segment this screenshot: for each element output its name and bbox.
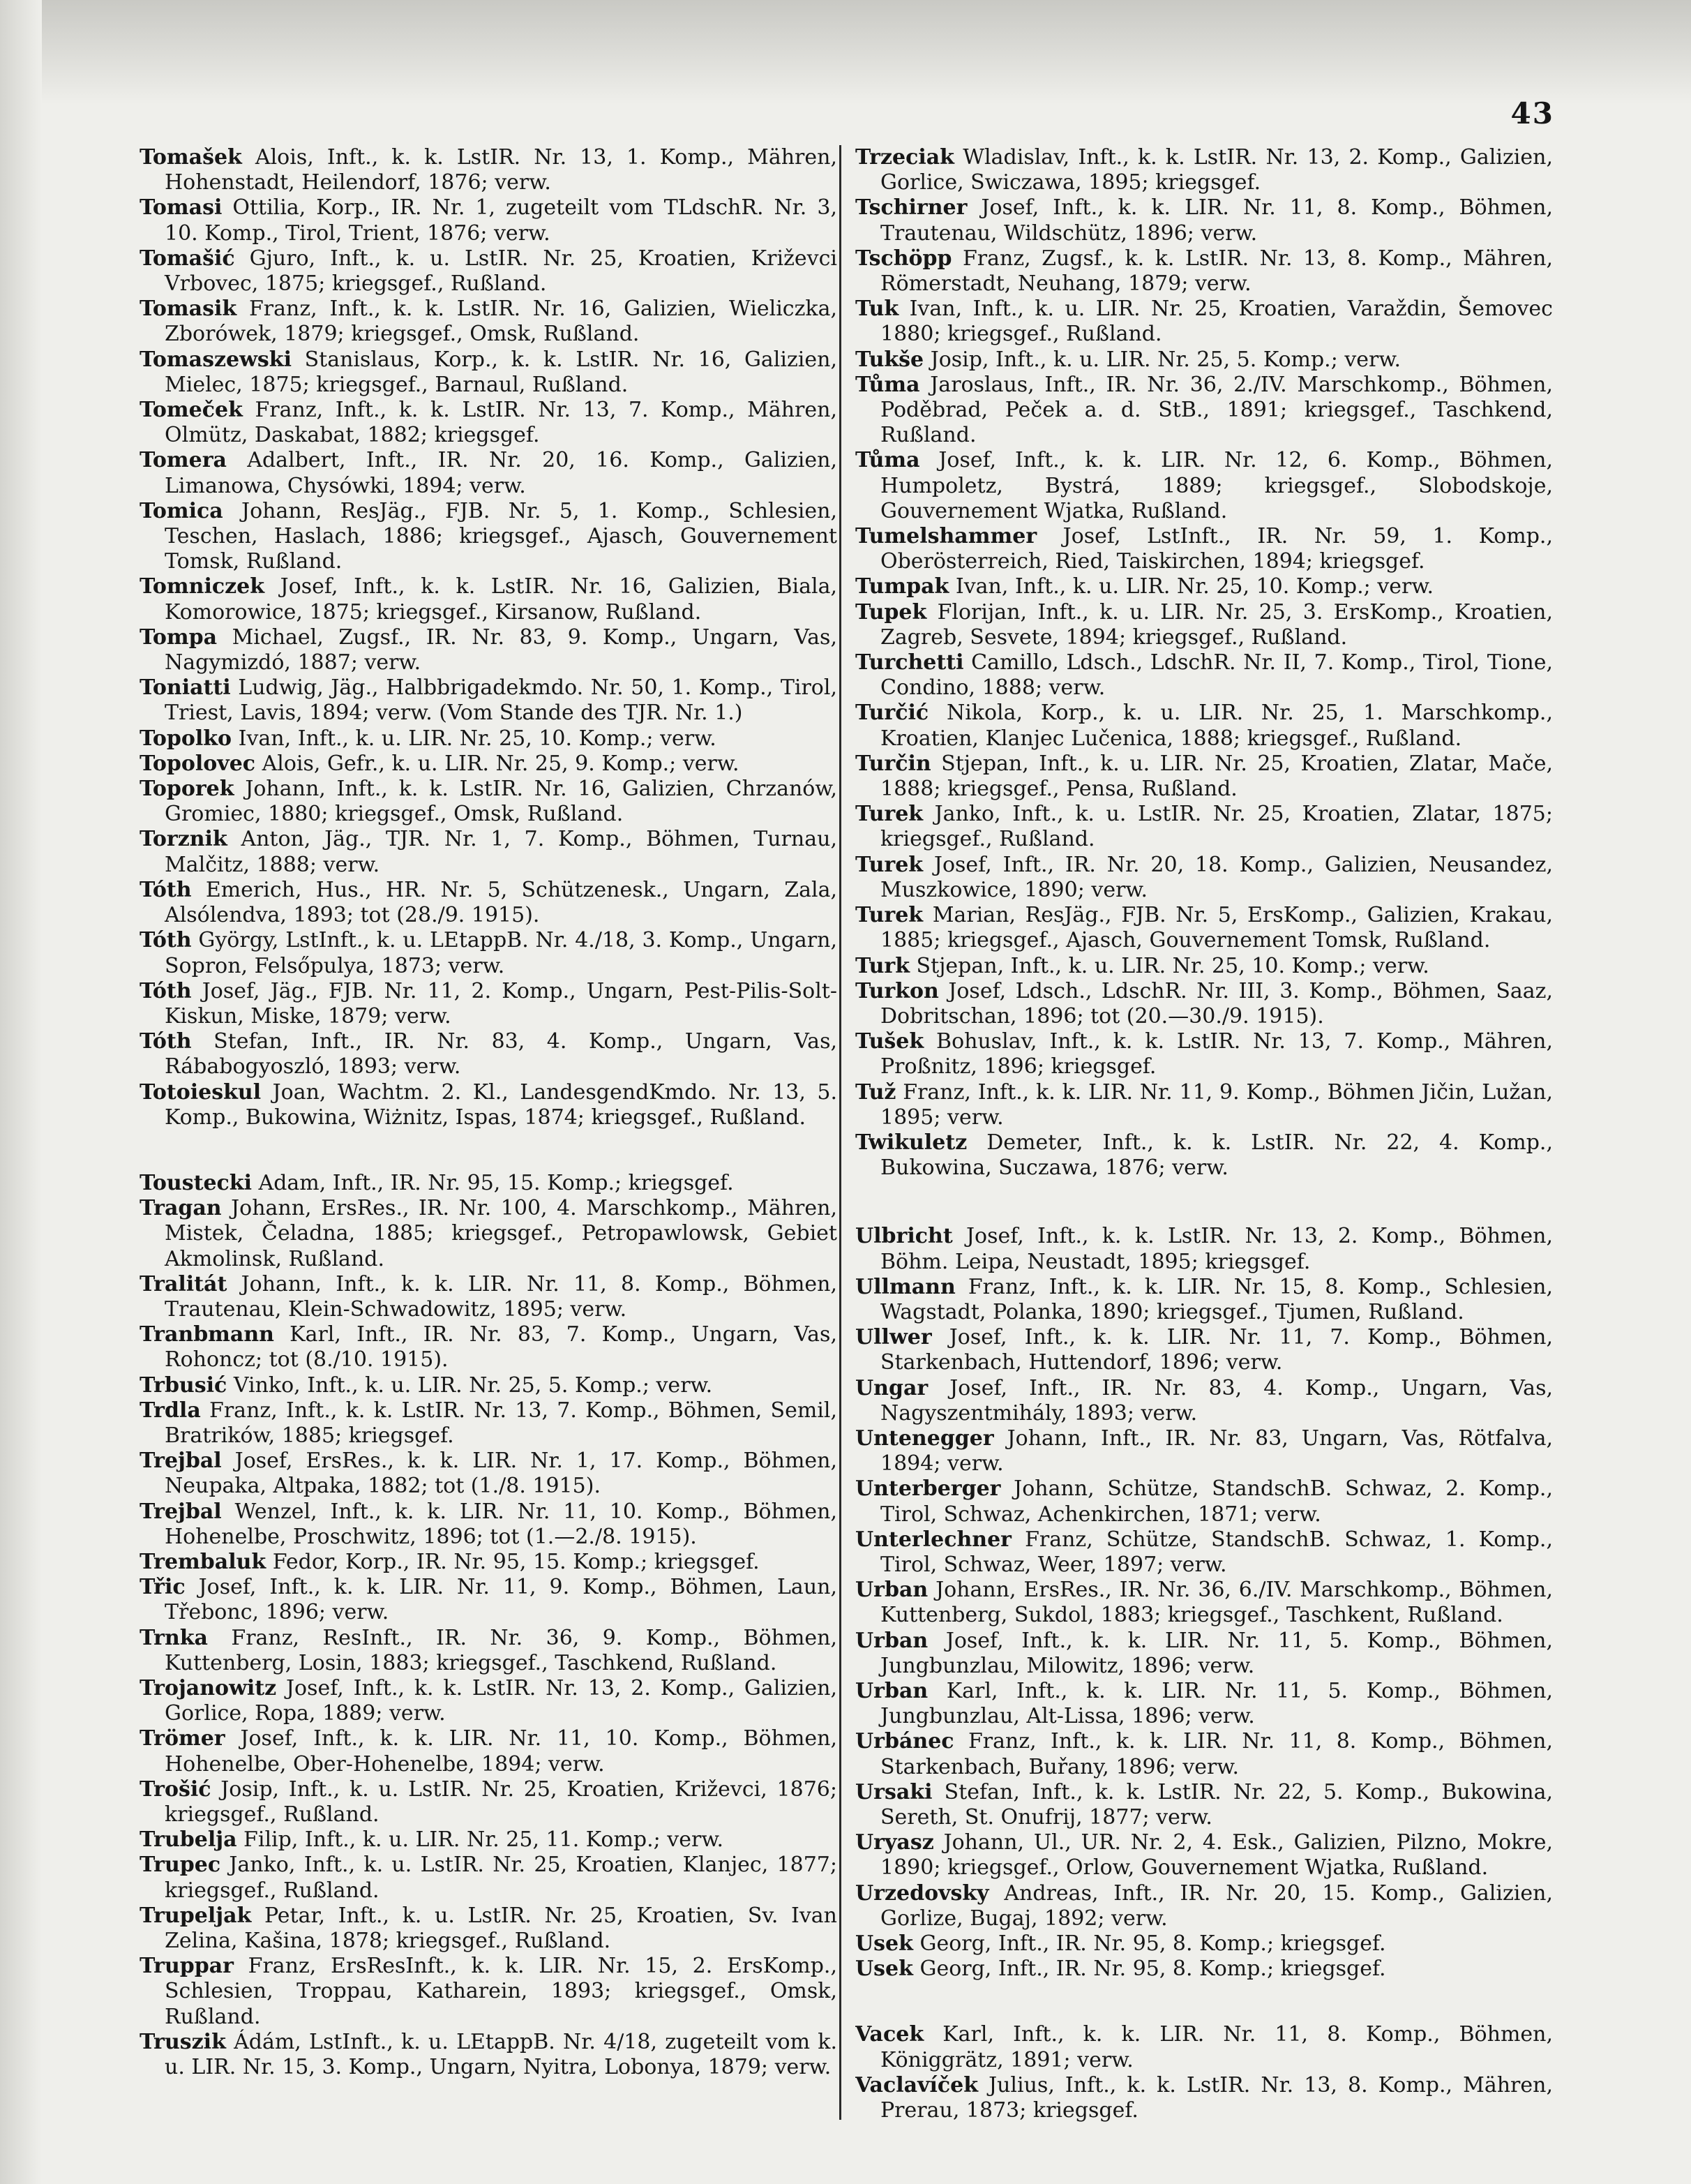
register-entry [140, 1954, 837, 2030]
entry-details: Julius, Inft., k. k. LstIR. Nr. 13, 8. Komp., Mähren, Prerau, 1873; kriegsgef. [880, 2072, 1553, 2123]
register-entry [140, 1550, 837, 1575]
entry-surname: Usek [855, 1957, 913, 1982]
entry-details: Josef, Inft., k. k. LIR. Nr. 11, 9. Komp., Böhmen, Laun, Třebonc, 1896; verw. [165, 1575, 837, 1625]
register-entry [855, 954, 1553, 979]
entry-surname: Totoieskul [140, 1079, 262, 1105]
entry-details: Adam, Inft., IR. Nr. 95, 15. Komp.; kriegsgef. [252, 1170, 734, 1195]
register-entry [140, 827, 837, 877]
register-entry [140, 246, 837, 297]
entry-details: Josip, Inft., k. u. LstIR. Nr. 25, Kroatien, Križevci, 1876; kriegsgef., Rußland. [165, 1777, 837, 1827]
entry-surname: Tralitát [140, 1271, 227, 1296]
register-entry [140, 448, 837, 498]
entry-details: Gjuro, Inft., k. u. LstIR. Nr. 25, Kroatien, Križevci Vrbovec, 1875; kriegsgef., Rußland. [165, 246, 837, 297]
entry-details: Josef, ErsRes., k. k. LIR. Nr. 1, 17. Komp., Böhmen, Neupaka, Altpaka, 1882; tot (1./8. 1915). [165, 1449, 837, 1499]
entry-details: Nikola, Korp., k. u. LIR. Nr. 25, 1. Marschkomp., Kroatien, Klanjec Lučenica, 1888; kriegsgef., Rußland. [880, 701, 1553, 751]
register-entry [855, 1830, 1553, 1880]
register-entry [140, 1373, 837, 1398]
register-entry [140, 1398, 837, 1449]
entry-surname: Trbusić [140, 1373, 227, 1398]
entry-details: Janko, Inft., k. u. LstIR. Nr. 25, Kroatien, Zlatar, 1875; kriegsgef., Rußland. [880, 802, 1553, 852]
register-entry [140, 1171, 837, 1196]
entry-surname: Tomeček [140, 398, 243, 423]
register-entry [140, 1827, 837, 1853]
register-entry [855, 373, 1553, 449]
register-entry [140, 195, 837, 246]
right-column [855, 145, 1553, 2155]
register-entry [855, 802, 1553, 852]
entry-surname: Trembaluk [140, 1549, 266, 1574]
entry-details: Alois, Gefr., k. u. LIR. Nr. 25, 9. Komp.; verw. [255, 751, 739, 776]
entry-surname: Trzeciak [855, 145, 954, 170]
register-entry [855, 297, 1553, 347]
entry-details: Josef, Ldsch., LdschR. Nr. III, 3. Komp., Böhmen, Saaz, Dobritschan, 1896; tot (20.—30./9. 1915). [880, 978, 1553, 1029]
entry-details: Stefan, Inft., k. k. LstIR. Nr. 22, 5. Komp., Bukowina, Sereth, St. Onufrij, 1877; verw. [880, 1779, 1553, 1830]
entry-surname: Vaclavíček [855, 2072, 979, 2097]
entry-details: Josef, Inft., k. k. LstIR. Nr. 13, 2. Komp., Galizien, Gorlice, Ropa, 1889; verw. [165, 1675, 837, 1726]
entry-surname: Tomašić [140, 246, 235, 271]
entry-surname: Toustecki [140, 1170, 252, 1195]
register-entry [855, 1780, 1553, 1830]
register-entry [140, 574, 837, 624]
entry-details: Stjepan, Inft., k. u. LIR. Nr. 25, 10. Komp.; verw. [909, 953, 1429, 978]
entry-surname: Toniatti [140, 675, 231, 701]
register-entry [140, 1029, 837, 1079]
register-entry [140, 398, 837, 448]
register-entry [140, 726, 837, 751]
entry-details: Josef, Inft., k. k. LstIR. Nr. 13, 2. Komp., Böhmen, Böhm. Leipa, Neustadt, 1895; kriegsgef. [880, 1224, 1553, 1274]
register-entry [140, 1903, 837, 1954]
register-entry [140, 145, 837, 195]
entry-details: Josef, Inft., IR. Nr. 83, 4. Komp., Ungarn, Vas, Nagyszentmihály, 1893; verw. [880, 1375, 1553, 1426]
entry-details: Jaroslaus, Inft., IR. Nr. 36, 2./IV. Marschkomp., Böhmen, Poděbrad, Peček a. d. StB., 1891; kriegsgef., Taschkend, Rußland. [880, 372, 1553, 448]
entry-surname: Trošić [140, 1777, 211, 1802]
entry-details: Adalbert, Inft., IR. Nr. 20, 16. Komp., Galizien, Limanowa, Chysówki, 1894; verw. [165, 448, 837, 498]
entry-details: Wladislav, Inft., k. k. LstIR. Nr. 13, 2. Komp., Galizien, Gorlice, Swiczawa, 1895; kriegsgef. [880, 145, 1553, 195]
entry-details: Georg, Inft., IR. Nr. 95, 8. Komp.; kriegsgef. [912, 1957, 1386, 1982]
register-entry [140, 297, 837, 347]
register-entry [855, 145, 1553, 195]
entry-details: Franz, Inft., k. k. LIR. Nr. 15, 8. Komp., Schlesien, Wagstadt, Polanka, 1890; kriegsgef., Tjumen, Rußland. [880, 1274, 1553, 1324]
entry-surname: Tomasik [140, 297, 237, 322]
entry-details: Emerich, Hus., HR. Nr. 5, Schützenesk., Ungarn, Zala, Alsólendva, 1893; tot (28./9. 1915). [165, 877, 837, 928]
entry-surname: Tóth [140, 928, 192, 953]
entry-surname: Tomniczek [140, 574, 265, 599]
entry-details: Josef, Jäg., FJB. Nr. 11, 2. Komp., Ungarn, Pest-Pilis-Solt-Kiskun, Miske, 1879; verw. [165, 978, 837, 1029]
entry-details: Ivan, Inft., k. u. LIR. Nr. 25, 10. Komp.; verw. [949, 574, 1434, 599]
register-entry [855, 574, 1553, 599]
register-entry [140, 625, 837, 675]
page-shadow-top [0, 0, 1691, 105]
entry-details: Franz, Zugsf., k. k. LstIR. Nr. 13, 8. Komp., Mähren, Römerstadt, Neuhang, 1879; verw. [880, 246, 1553, 297]
page-shadow-left [0, 0, 42, 2184]
register-entry [855, 1578, 1553, 1628]
section-gap [855, 1982, 1553, 2022]
entry-surname: Turčin [855, 751, 931, 776]
entry-surname: Tušek [855, 1029, 924, 1054]
register-entry [855, 2022, 1553, 2072]
entry-details: Josef, Inft., k. k. LstIR. Nr. 16, Galizien, Biala, Komorowice, 1875; kriegsgef., Kirsanow, Rußland. [165, 574, 837, 624]
entry-details: Josef, Inft., k. k. LIR. Nr. 11, 8. Komp., Böhmen, Trautenau, Wildschütz, 1896; verw. [880, 195, 1553, 246]
entry-details: Filip, Inft., k. u. LIR. Nr. 25, 11. Komp.; verw. [236, 1827, 724, 1853]
entry-surname: Turčić [855, 701, 929, 726]
entry-details: Janko, Inft., k. u. LstIR. Nr. 25, Kroatien, Klanjec, 1877; kriegsgef., Rußland. [165, 1853, 837, 1903]
register-entry [855, 1080, 1553, 1130]
entry-surname: Twikuletz [855, 1130, 968, 1155]
entry-surname: Turek [855, 852, 924, 877]
entry-surname: Tomica [140, 498, 223, 523]
entry-details: Karl, Inft., IR. Nr. 83, 7. Komp., Ungarn, Vas, Rohoncz; tot (8./10. 1915). [165, 1322, 837, 1373]
register-entry [855, 650, 1553, 701]
left-column [140, 145, 837, 2155]
entry-details: Wenzel, Inft., k. k. LIR. Nr. 11, 10. Komp., Böhmen, Hohenelbe, Proschwitz, 1896; tot (1.—2./8. 1915). [165, 1499, 837, 1549]
entry-details: Georg, Inft., IR. Nr. 95, 8. Komp.; kriegsgef. [912, 1931, 1386, 1957]
entry-details: Ivan, Inft., k. u. LIR. Nr. 25, 10. Komp.; verw. [232, 726, 716, 751]
entry-details: Stanislaus, Korp., k. k. LstIR. Nr. 16, Galizien, Mielec, 1875; kriegsgef., Barnaul, Rußland. [165, 347, 837, 397]
register-entry [140, 347, 837, 398]
register-entry [140, 1322, 837, 1373]
entry-surname: Urban [855, 1628, 929, 1653]
entry-details: Johann, Inft., k. k. LstIR. Nr. 16, Galizien, Chrzanów, Gromiec, 1880; kriegsgef., Omsk, Rußland. [165, 777, 837, 827]
register-entry [140, 928, 837, 978]
entry-surname: Trömer [140, 1726, 225, 1751]
register-entry [855, 1325, 1553, 1375]
entry-surname: Trejbal [140, 1499, 222, 1524]
entry-surname: Tupek [855, 599, 927, 624]
entry-surname: Turek [855, 903, 924, 928]
entry-details: Ádám, LstInft., k. u. LEtappB. Nr. 4/18, zugeteilt vom k. u. LIR. Nr. 15, 3. Komp., Ungarn, Nyitra, Lobonya, 1879; verw. [165, 2029, 837, 2080]
register-entry [855, 1957, 1553, 1982]
register-entry [140, 979, 837, 1029]
register-entry [855, 1931, 1553, 1957]
entry-surname: Tůma [855, 448, 920, 473]
entry-surname: Ulbricht [855, 1224, 953, 1249]
entry-surname: Urzedovsky [855, 1880, 989, 1906]
register-entry [855, 1476, 1553, 1527]
entry-details: Johann, Inft., k. k. LIR. Nr. 11, 8. Komp., Böhmen, Trautenau, Klein-Schwadowitz, 1895; verw. [165, 1271, 837, 1322]
register-entry [140, 1080, 837, 1130]
register-entry [855, 979, 1553, 1029]
register-entry [140, 1575, 837, 1625]
entry-surname: Tomašek [140, 145, 242, 170]
register-entry [140, 878, 837, 928]
entry-details: Fedor, Korp., IR. Nr. 95, 15. Komp.; kriegsgef. [266, 1549, 760, 1574]
entry-details: Karl, Inft., k. k. LIR. Nr. 11, 8. Komp., Böhmen, Königgrätz, 1891; verw. [880, 2022, 1553, 2072]
entry-details: Petar, Inft., k. u. LstIR. Nr. 25, Kroatien, Sv. Ivan Zelina, Kašina, 1878; kriegsgef., Rußland. [165, 1903, 837, 1954]
entry-surname: Topolko [140, 726, 232, 751]
entry-surname: Tomaszewski [140, 347, 292, 372]
entry-details: Johann, ErsRes., IR. Nr. 100, 4. Marschkomp., Mähren, Mistek, Čeladna, 1885; kriegsgef., Petropawlowsk, Gebiet Akmolinsk, Rußland. [165, 1196, 837, 1271]
entry-details: Marian, ResJäg., FJB. Nr. 5, ErsKomp., Galizien, Krakau, 1885; kriegsgef., Ajasch, Gouvernement Tomsk, Rußland. [880, 903, 1553, 953]
register-entry [855, 1130, 1553, 1181]
entry-details: Franz, Inft., k. k. LIR. Nr. 11, 8. Komp., Böhmen, Starkenbach, Buřany, 1896; verw. [880, 1729, 1553, 1779]
entry-surname: Trupec [140, 1853, 221, 1878]
entry-surname: Turchetti [855, 650, 964, 675]
entry-surname: Usek [855, 1931, 913, 1957]
entry-surname: Turk [855, 953, 910, 978]
entry-details: Josef, Inft., IR. Nr. 20, 18. Komp., Galizien, Neusandez, Muszkowice, 1890; verw. [880, 852, 1553, 902]
entry-surname: Třic [140, 1575, 186, 1600]
entry-details: Johann, Schütze, StandschB. Schwaz, 2. Komp., Tirol, Schwaz, Achenkirchen, 1871; verw. [880, 1476, 1553, 1527]
entry-details: Franz, Inft., k. k. LstIR. Nr. 13, 7. Komp., Böhmen, Semil, Bratrików, 1885; kriegsgef. [165, 1398, 837, 1448]
entry-surname: Tranbmann [140, 1322, 274, 1347]
register-entry [855, 195, 1553, 246]
entry-details: Franz, ResInft., IR. Nr. 36, 9. Komp., Böhmen, Kuttenberg, Losin, 1883; kriegsgef., Taschkend, Rußland. [165, 1625, 837, 1675]
entry-details: Camillo, Ldsch., LdschR. Nr. II, 7. Komp., Tirol, Tione, Condino, 1888; verw. [880, 650, 1553, 701]
column-divider [839, 145, 841, 2120]
entry-surname: Tumpak [855, 574, 949, 599]
entry-surname: Tukše [855, 347, 924, 372]
register-entry [855, 1881, 1553, 1931]
register-entry [140, 499, 837, 575]
register-entry [140, 751, 837, 777]
register-entry [140, 1449, 837, 1499]
register-entry [855, 1275, 1553, 1325]
entry-details: Josef, Inft., k. k. LIR. Nr. 12, 6. Komp., Böhmen, Humpoletz, Bystrá, 1889; kriegsgef., Slobodskoje, Gouvernement Wjatka, Rußland. [880, 448, 1553, 523]
register-entry [855, 347, 1553, 373]
entry-details: Ivan, Inft., k. u. LIR. Nr. 25, Kroatien, Varaždin, Šemovec 1880; kriegsgef., Rußland. [880, 297, 1553, 347]
register-entry [855, 1426, 1553, 1476]
register-entry [140, 2030, 837, 2080]
entry-details: Josef, Inft., k. k. LIR. Nr. 11, 10. Komp., Böhmen, Hohenelbe, Ober-Hohenelbe, 1894; verw. [165, 1726, 837, 1777]
entry-surname: Topolovec [140, 751, 256, 776]
register-entry [140, 675, 837, 726]
entry-details: Ludwig, Jäg., Halbbrigadekmdo. Nr. 50, 1. Komp., Tirol, Triest, Lavis, 1894; verw. (Vom Stande des TJR. Nr. 1.) [165, 675, 837, 726]
entry-surname: Urbánec [855, 1729, 954, 1754]
entry-surname: Uryasz [855, 1830, 934, 1855]
section-gap [855, 1181, 1553, 1224]
entry-details: Karl, Inft., k. k. LIR. Nr. 11, 5. Komp., Böhmen, Jungbunzlau, Alt-Lissa, 1896; verw. [880, 1678, 1553, 1729]
entry-details: Stjepan, Inft., k. u. LIR. Nr. 25, Kroatien, Zlatar, Mače, 1888; kriegsgef., Pensa, Rußland. [880, 751, 1553, 802]
entry-surname: Ullwer [855, 1325, 932, 1350]
register-entry [855, 853, 1553, 903]
entry-surname: Vacek [855, 2022, 924, 2047]
entry-details: Franz, Inft., k. k. LstIR. Nr. 16, Galizien, Wieliczka, Zborówek, 1879; kriegsgef., Omsk, Rußland. [165, 297, 837, 347]
register-entry [855, 448, 1553, 524]
register-entry [140, 1676, 837, 1726]
entry-details: Bohuslav, Inft., k. k. LstIR. Nr. 13, 7. Komp., Mähren, Proßnitz, 1896; kriegsgef. [880, 1029, 1553, 1079]
entry-details: Vinko, Inft., k. u. LIR. Nr. 25, 5. Komp.; verw. [227, 1373, 713, 1398]
register-entry [855, 1224, 1553, 1274]
register-entry [140, 1626, 837, 1676]
register-entry [855, 701, 1553, 751]
entry-details: György, LstInft., k. u. LEtappB. Nr. 4./18, 3. Komp., Ungarn, Sopron, Felsőpulya, 1873; verw. [165, 928, 837, 978]
register-entry [855, 751, 1553, 802]
page-number: 43 [1510, 96, 1554, 130]
entry-surname: Trnka [140, 1625, 208, 1650]
register-entry [140, 1777, 837, 1827]
entry-surname: Tuk [855, 297, 899, 322]
entry-surname: Tschöpp [855, 246, 952, 271]
entry-surname: Urban [855, 1578, 929, 1603]
entry-details: Ottilia, Korp., IR. Nr. 1, zugeteilt vom TLdschR. Nr. 3, 10. Komp., Tirol, Trient, 1876; verw. [165, 195, 837, 246]
entry-surname: Truppar [140, 1954, 234, 1979]
register-entry [855, 1729, 1553, 1779]
entry-surname: Ursaki [855, 1779, 933, 1804]
entry-surname: Tumelshammer [855, 524, 1037, 549]
entry-surname: Trojanowitz [140, 1675, 277, 1700]
entry-details: Johann, Inft., IR. Nr. 83, Ungarn, Vas, Rötfalva, 1894; verw. [880, 1426, 1553, 1476]
entry-surname: Tschirner [855, 195, 968, 220]
entry-details: Joan, Wachtm. 2. Kl., LandesgendKmdo. Nr. 13, 5. Komp., Bukowina, Wiżnitz, Ispas, 1874; kriegsgef., Rußland. [165, 1079, 837, 1130]
entry-details: Josef, Inft., k. k. LIR. Nr. 11, 5. Komp., Böhmen, Jungbunzlau, Milowitz, 1896; verw. [880, 1628, 1553, 1678]
register-entry [855, 1029, 1553, 1079]
entry-details: Franz, ErsResInft., k. k. LIR. Nr. 15, 2. ErsKomp., Schlesien, Troppau, Katharein, 1893; kriegsgef., Omsk, Rußland. [165, 1954, 837, 2029]
entry-surname: Tóth [140, 978, 192, 1003]
entry-surname: Trupeljak [140, 1903, 252, 1928]
register-entry [855, 600, 1553, 650]
entry-surname: Ungar [855, 1375, 929, 1400]
entry-surname: Ullmann [855, 1274, 956, 1299]
entry-surname: Turek [855, 802, 924, 827]
register-entry [855, 1629, 1553, 1679]
register-entry [140, 1196, 837, 1272]
register-entry [855, 903, 1553, 953]
entry-details: Andreas, Inft., IR. Nr. 20, 15. Komp., Galizien, Gorlize, Bugaj, 1892; verw. [880, 1880, 1553, 1931]
entry-surname: Trejbal [140, 1449, 222, 1474]
register-entry [140, 777, 837, 827]
entry-surname: Trdla [140, 1398, 201, 1423]
register-entry [140, 1853, 837, 1903]
entry-surname: Tragan [140, 1196, 222, 1221]
entry-details: Franz, Schütze, StandschB. Schwaz, 1. Komp., Tirol, Schwaz, Weer, 1897; verw. [880, 1527, 1553, 1577]
entry-surname: Tuž [855, 1079, 896, 1105]
entry-surname: Urban [855, 1678, 929, 1703]
entry-details: Johann, Ul., UR. Nr. 2, 4. Esk., Galizien, Pilzno, Mokre, 1890; kriegsgef., Orlow, Gouvernement Wjatka, Rußland. [880, 1830, 1553, 1880]
register-entry [855, 246, 1553, 297]
entry-surname: Untenegger [855, 1426, 994, 1451]
entry-details: Josef, Inft., k. k. LIR. Nr. 11, 7. Komp., Böhmen, Starkenbach, Huttendorf, 1896; verw. [880, 1325, 1553, 1375]
entry-surname: Torznik [140, 827, 227, 852]
register-entry [855, 1679, 1553, 1729]
entry-surname: Tomera [140, 448, 227, 473]
entry-surname: Tóth [140, 877, 192, 902]
register-entry [855, 2073, 1553, 2123]
entry-surname: Unterlechner [855, 1527, 1012, 1552]
entry-details: Demeter, Inft., k. k. LstIR. Nr. 22, 4. Komp., Bukowina, Suczawa, 1876; verw. [880, 1130, 1553, 1181]
entry-surname: Trubelja [140, 1827, 237, 1853]
entry-surname: Truszik [140, 2029, 226, 2054]
register-entry [855, 524, 1553, 574]
entry-details: Johann, ErsRes., IR. Nr. 36, 6./IV. Marschkomp., Böhmen, Kuttenberg, Sukdol, 1883; kriegsgef., Taschkent, Rußland. [880, 1578, 1553, 1628]
entry-surname: Tůma [855, 372, 920, 397]
register-entry [140, 1272, 837, 1322]
entry-details: Alois, Inft., k. k. LstIR. Nr. 13, 1. Komp., Mähren, Hohenstadt, Heilendorf, 1876; verw. [165, 145, 837, 195]
entry-details: Franz, Inft., k. k. LIR. Nr. 11, 9. Komp., Böhmen Jičin, Lužan, 1895; verw. [880, 1079, 1553, 1130]
entry-details: Franz, Inft., k. k. LstIR. Nr. 13, 7. Komp., Mähren, Olmütz, Daskabat, 1882; kriegsgef. [165, 398, 837, 448]
entry-surname: Unterberger [855, 1476, 1001, 1502]
entry-details: Anton, Jäg., TJR. Nr. 1, 7. Komp., Böhmen, Turnau, Malčitz, 1888; verw. [165, 827, 837, 877]
entry-details: Johann, ResJäg., FJB. Nr. 5, 1. Komp., Schlesien, Teschen, Haslach, 1886; kriegsgef., Ajasch, Gouvernement Tomsk, Rußland. [165, 498, 837, 574]
entry-details: Michael, Zugsf., IR. Nr. 83, 9. Komp., Ungarn, Vas, Nagymizdó, 1887; verw. [165, 624, 837, 675]
register-entry [140, 1726, 837, 1777]
entry-details: Stefan, Inft., IR. Nr. 83, 4. Komp., Ungarn, Vas, Rábabogyoszló, 1893; verw. [165, 1029, 837, 1079]
entry-details: Josef, LstInft., IR. Nr. 59, 1. Komp., Oberösterreich, Ried, Taiskirchen, 1894; kriegsgef. [880, 524, 1553, 574]
entry-surname: Tomasi [140, 195, 223, 220]
entry-surname: Toporek [140, 777, 234, 802]
register-entry [140, 1499, 837, 1550]
section-gap [140, 1130, 837, 1171]
entry-details: Josip, Inft., k. u. LIR. Nr. 25, 5. Komp.; verw. [924, 347, 1401, 372]
entry-surname: Turkon [855, 978, 939, 1003]
register-entry [855, 1527, 1553, 1578]
register-entry [855, 1376, 1553, 1426]
entry-surname: Tóth [140, 1029, 192, 1054]
entry-details: Florijan, Inft., k. u. LIR. Nr. 25, 3. ErsKomp., Kroatien, Zagreb, Sesvete, 1894; kriegsgef., Rußland. [880, 599, 1553, 650]
entry-surname: Tompa [140, 624, 218, 650]
